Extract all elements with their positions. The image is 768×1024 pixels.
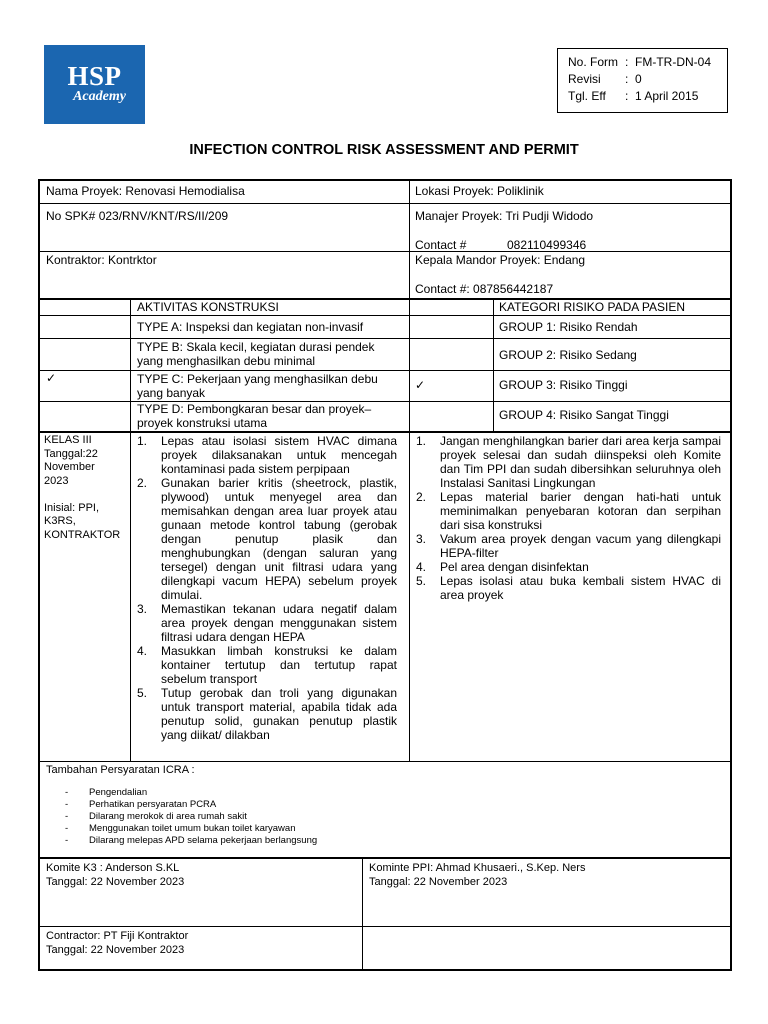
steps-after-list bbox=[416, 434, 721, 602]
k3-name: Komite K3 : Anderson S.KL bbox=[46, 862, 180, 874]
step-text: Memastikan tekanan udara negatif dalam area proyek dengan menggunakan sistem filtrasi udara dengan HEPA bbox=[161, 602, 397, 644]
form-info-value: 0 bbox=[635, 72, 642, 86]
step-before-item bbox=[137, 476, 397, 602]
step-text: Masukkan limbah konstruksi ke dalam kontainer tertutup dan tertutup rapat sebelum transport bbox=[161, 644, 397, 686]
rule bbox=[40, 926, 730, 927]
rule bbox=[40, 315, 730, 316]
rule bbox=[493, 298, 494, 431]
step-after-item bbox=[416, 434, 721, 490]
step-text: Pel area dengan disinfektan bbox=[440, 560, 589, 574]
logo-text-sub: Academy bbox=[73, 89, 126, 104]
contractor-date: Tanggal: 22 November 2023 bbox=[46, 944, 185, 956]
form-info-key: Tgl. Eff bbox=[568, 89, 606, 103]
form-info-value: FM-TR-DN-04 bbox=[635, 55, 711, 69]
k3-signature bbox=[46, 861, 356, 889]
manajer-contact-value: 082110499346 bbox=[507, 238, 587, 252]
tambahan-item bbox=[65, 835, 465, 847]
tambahan-item bbox=[65, 787, 465, 799]
tambahan-text: Dilarang merokok di area rumah sakit bbox=[89, 811, 247, 822]
tambahan-item bbox=[65, 799, 465, 811]
form-info-value: 1 April 2015 bbox=[635, 89, 699, 103]
kelas-line: Tanggal:22 bbox=[44, 447, 98, 460]
hsp-academy-logo bbox=[44, 45, 145, 124]
step-text: Vakum area proyek dengan vacum yang dilengkapi HEPA-filter bbox=[440, 532, 721, 560]
group-1: GROUP 1: Risiko Rendah bbox=[499, 320, 638, 334]
step-text: Lepas isolasi atau buka kembali sistem HVAC di area proyek bbox=[440, 574, 721, 602]
step-text: Lepas material barier dengan hati-hati untuk meminimalkan penyebaran kotoran dan serpihan dari sisa konstruksi bbox=[440, 490, 721, 532]
form-info-sep: : bbox=[625, 89, 629, 103]
step-number: 2. bbox=[137, 476, 148, 490]
step-after-item bbox=[416, 560, 721, 574]
step-number: 5. bbox=[416, 574, 427, 588]
rule bbox=[40, 857, 730, 859]
contractor-signature bbox=[46, 929, 356, 957]
form-info-key: Revisi bbox=[568, 72, 601, 86]
step-before-item bbox=[137, 686, 397, 742]
form-info-sep: : bbox=[625, 55, 629, 69]
rule bbox=[40, 431, 730, 433]
form-info-box bbox=[557, 48, 728, 113]
rule bbox=[130, 298, 131, 761]
document-title: INFECTION CONTROL RISK ASSESSMENT AND PERMIT bbox=[189, 142, 579, 158]
group-2: GROUP 2: Risiko Sedang bbox=[499, 348, 637, 362]
type-d: TYPE D: Pembongkaran besar dan proyek–proyek konstruksi utama bbox=[137, 402, 372, 430]
kelas-line: KONTRAKTOR bbox=[44, 528, 121, 541]
step-before-item bbox=[137, 602, 397, 644]
tambahan-title: Tambahan Persyaratan ICRA : bbox=[46, 764, 195, 776]
tambahan-text: Menggunakan toilet umum bukan toilet karyawan bbox=[89, 823, 296, 834]
dash-bullet: - bbox=[65, 823, 69, 834]
kontraktor: Kontraktor: Kontrktor bbox=[46, 253, 157, 267]
dash-bullet: - bbox=[65, 787, 69, 798]
steps-before-list bbox=[137, 434, 397, 742]
logo-text-main: HSP bbox=[67, 61, 122, 91]
kelas-line: November bbox=[44, 461, 95, 473]
form-info-row bbox=[568, 71, 727, 88]
permit-sheet bbox=[38, 179, 732, 971]
rule bbox=[362, 857, 363, 969]
aktivitas-header: AKTIVITAS KONSTRUKSI bbox=[137, 300, 279, 314]
group-4: GROUP 4: Risiko Sangat Tinggi bbox=[499, 408, 669, 422]
kepala-mandor: Kepala Mandor Proyek: Endang bbox=[415, 253, 586, 267]
ppi-signature bbox=[369, 861, 724, 889]
ppi-name: Kominte PPI: Ahmad Khusaeri., S.Kep. Ners bbox=[369, 862, 586, 874]
tambahan-list bbox=[65, 787, 465, 847]
type-b: TYPE B: Skala kecil, kegiatan durasi pendek yang menghasilkan debu minimal bbox=[137, 340, 375, 368]
check-mark-type-c: ✓ bbox=[46, 371, 57, 385]
tambahan-item bbox=[65, 823, 465, 835]
rule bbox=[40, 338, 730, 339]
step-before-item bbox=[137, 434, 397, 476]
step-after-item bbox=[416, 490, 721, 532]
step-number: 4. bbox=[416, 560, 427, 574]
step-before-item bbox=[137, 644, 397, 686]
form-info-key: No. Form bbox=[568, 55, 619, 69]
k3-date: Tanggal: 22 November 2023 bbox=[46, 876, 185, 888]
step-text: Gunakan barier kritis (sheetrock, plastik, plywood) untuk menyegel area dan memisahkan dengan area luar proyek atau gunaan metode kontrol tabung (gerobak dengan penutup plasik dan menghubungkan (dengan saluran yang tersegel) dengan unit filtrasi udara yang dilengkapi vacum HEPA) sebelum proyek dimulai. bbox=[161, 476, 397, 602]
step-number: 5. bbox=[137, 686, 148, 700]
rule bbox=[40, 203, 730, 204]
step-text: Lepas atau isolasi sistem HVAC dimana proyek dilaksanakan untuk mencegah kontaminasi pada sistem perpipaan bbox=[161, 434, 397, 476]
mandor-contact: Contact #: 087856442187 bbox=[415, 282, 554, 296]
form-info-sep: : bbox=[625, 72, 629, 86]
manajer-proyek: Manajer Proyek: Tri Pudji Widodo bbox=[415, 209, 594, 223]
nama-proyek: Nama Proyek: Renovasi Hemodialisa bbox=[46, 184, 245, 198]
step-number: 3. bbox=[137, 602, 148, 616]
kelas-line: K3RS, bbox=[44, 515, 76, 527]
kelas-info bbox=[44, 434, 129, 542]
kelas-line: 2023 bbox=[44, 474, 69, 487]
dash-bullet: - bbox=[65, 811, 69, 822]
kelas-line: Inisial: PPI, bbox=[44, 501, 100, 514]
step-after-item bbox=[416, 574, 721, 602]
group-3: GROUP 3: Risiko Tinggi bbox=[499, 378, 628, 392]
dash-bullet: - bbox=[65, 835, 69, 846]
tambahan-item bbox=[65, 811, 465, 823]
kelas-line: KELAS III bbox=[44, 434, 92, 446]
manajer-contact-label: Contact # bbox=[415, 238, 467, 252]
no-spk: No SPK# 023/RNV/KNT/RS/II/209 bbox=[46, 209, 229, 223]
form-info-row bbox=[568, 88, 727, 105]
check-mark-group-3: ✓ bbox=[415, 378, 426, 392]
step-number: 3. bbox=[416, 532, 427, 546]
ppi-date: Tanggal: 22 November 2023 bbox=[369, 876, 508, 888]
step-text: Tutup gerobak dan troli yang digunakan untuk transport material, apabila tidak ada penutup solid, gunakan penutup plastik yang diikat/ dilakban bbox=[161, 686, 397, 742]
step-after-item bbox=[416, 532, 721, 560]
rule bbox=[40, 370, 730, 371]
tambahan-text: Perhatikan persyaratan PCRA bbox=[89, 799, 217, 810]
type-c: TYPE C: Pekerjaan yang menghasilkan debu yang banyak bbox=[137, 372, 378, 400]
step-number: 1. bbox=[137, 434, 148, 448]
tambahan-text: Dilarang melepas APD selama pekerjaan berlangsung bbox=[89, 835, 318, 846]
contractor-name: Contractor: PT Fiji Kontraktor bbox=[46, 930, 189, 942]
lokasi-proyek: Lokasi Proyek: Poliklinik bbox=[415, 184, 544, 198]
rule bbox=[40, 761, 730, 762]
type-a: TYPE A: Inspeksi dan kegiatan non-invasif bbox=[137, 320, 364, 334]
form-info-row bbox=[568, 54, 727, 71]
step-text: Jangan menghilangkan barier dari area kerja sampai proyek selesai dan sudah diinspeksi oleh Komite dan Tim PPI dan sudah dibersihkan seluruhnya oleh Instalasi Sanitasi Lingkungan bbox=[440, 434, 721, 490]
kategori-header: KATEGORI RISIKO PADA PASIEN bbox=[499, 300, 686, 314]
rule bbox=[409, 181, 410, 298]
kelas-line bbox=[44, 488, 129, 502]
rule bbox=[409, 298, 410, 761]
step-number: 2. bbox=[416, 490, 427, 504]
tambahan-text: Pengendalian bbox=[89, 787, 148, 798]
dash-bullet: - bbox=[65, 799, 69, 810]
step-number: 1. bbox=[416, 434, 427, 448]
step-number: 4. bbox=[137, 644, 148, 658]
